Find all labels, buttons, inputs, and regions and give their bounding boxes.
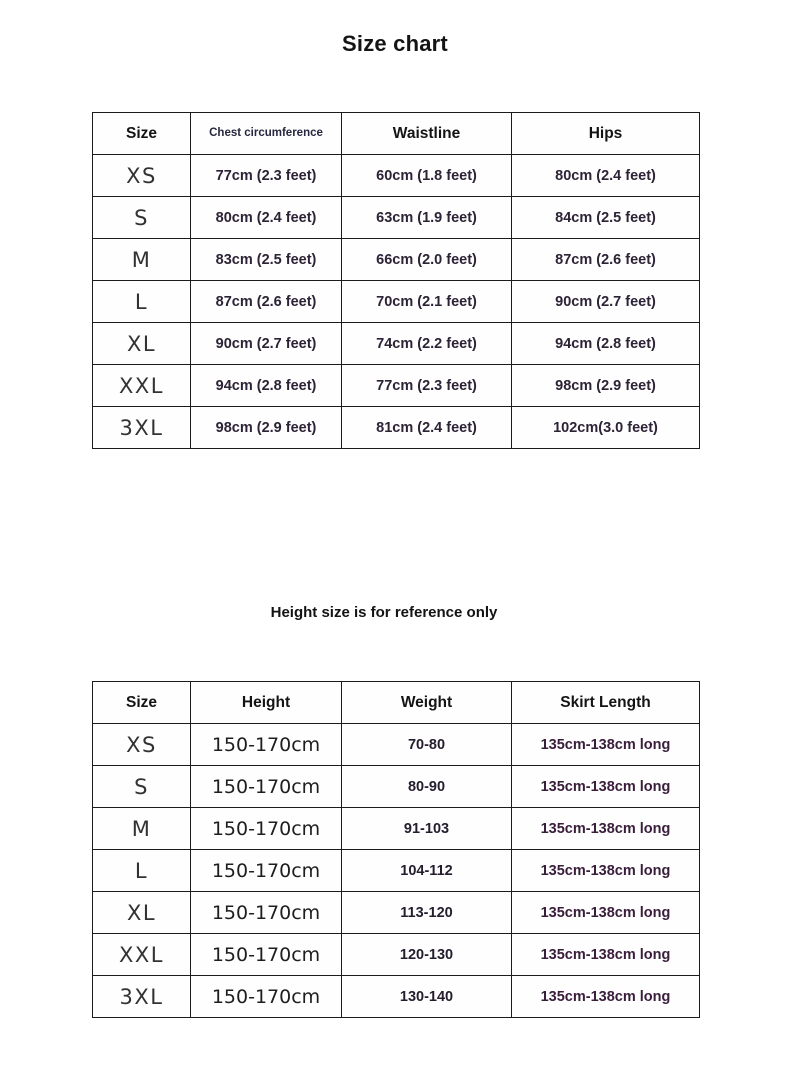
col-header-skirt-length: Skirt Length [512, 682, 700, 724]
table-row [93, 808, 700, 850]
col-header-hips: Hips [512, 113, 700, 155]
hips-value: 98cm (2.9 feet) [512, 365, 700, 407]
hips-value: 90cm (2.7 feet) [512, 281, 700, 323]
height-value: 150-170cm [191, 850, 342, 892]
col-header-weight: Weight [342, 682, 512, 724]
chest-value: 80cm (2.4 feet) [191, 197, 342, 239]
height-value: 150-170cm [191, 766, 342, 808]
table-row [93, 976, 700, 1018]
chest-value: 94cm (2.8 feet) [191, 365, 342, 407]
page-title: Size chart [342, 31, 448, 56]
hips-value: 80cm (2.4 feet) [512, 155, 700, 197]
skirt-length-value: 135cm-138cm long [512, 724, 700, 766]
size-label: XS [93, 724, 191, 766]
col-header-height: Height [191, 682, 342, 724]
size-label: L [93, 281, 191, 323]
table-row [93, 407, 700, 449]
hips-value: 102cm(3.0 feet) [512, 407, 700, 449]
size-label: 3XL [93, 976, 191, 1018]
height-value: 150-170cm [191, 724, 342, 766]
hips-value: 87cm (2.6 feet) [512, 239, 700, 281]
size-label: S [93, 766, 191, 808]
chest-value: 77cm (2.3 feet) [191, 155, 342, 197]
col-header-waist: Waistline [342, 113, 512, 155]
size-label: XL [93, 323, 191, 365]
waist-value: 66cm (2.0 feet) [342, 239, 512, 281]
weight-value: 120-130 [342, 934, 512, 976]
table-row [93, 892, 700, 934]
size-label: XXL [93, 934, 191, 976]
weight-value: 70-80 [342, 724, 512, 766]
waist-value: 81cm (2.4 feet) [342, 407, 512, 449]
size-label: L [93, 850, 191, 892]
skirt-length-value: 135cm-138cm long [512, 808, 700, 850]
waist-value: 77cm (2.3 feet) [342, 365, 512, 407]
col-header-chest: Chest circumference [191, 113, 342, 155]
weight-value: 130-140 [342, 976, 512, 1018]
height-value: 150-170cm [191, 808, 342, 850]
waist-value: 74cm (2.2 feet) [342, 323, 512, 365]
table-row [93, 281, 700, 323]
size-label: M [93, 239, 191, 281]
weight-value: 91-103 [342, 808, 512, 850]
hips-value: 94cm (2.8 feet) [512, 323, 700, 365]
height-header-row [93, 682, 700, 724]
waist-value: 60cm (1.8 feet) [342, 155, 512, 197]
size-label: S [93, 197, 191, 239]
col-header-size: Size [93, 682, 191, 724]
table-row [93, 155, 700, 197]
size-label: XS [93, 155, 191, 197]
col-header-size: Size [93, 113, 191, 155]
height-value: 150-170cm [191, 934, 342, 976]
waist-value: 63cm (1.9 feet) [342, 197, 512, 239]
waist-value: 70cm (2.1 feet) [342, 281, 512, 323]
chest-value: 98cm (2.9 feet) [191, 407, 342, 449]
skirt-length-value: 135cm-138cm long [512, 850, 700, 892]
skirt-length-value: 135cm-138cm long [512, 892, 700, 934]
size-label: XL [93, 892, 191, 934]
skirt-length-value: 135cm-138cm long [512, 934, 700, 976]
measurements-table [92, 112, 700, 449]
size-label: XXL [93, 365, 191, 407]
weight-value: 113-120 [342, 892, 512, 934]
table-row [93, 934, 700, 976]
skirt-length-value: 135cm-138cm long [512, 766, 700, 808]
weight-value: 80-90 [342, 766, 512, 808]
measurements-header-row [93, 113, 700, 155]
size-label: 3XL [93, 407, 191, 449]
table-row [93, 197, 700, 239]
weight-value: 104-112 [342, 850, 512, 892]
chest-value: 90cm (2.7 feet) [191, 323, 342, 365]
table-row [93, 323, 700, 365]
chest-value: 83cm (2.5 feet) [191, 239, 342, 281]
table-row [93, 365, 700, 407]
hips-value: 84cm (2.5 feet) [512, 197, 700, 239]
table-row [93, 850, 700, 892]
table-row [93, 239, 700, 281]
height-value: 150-170cm [191, 892, 342, 934]
chest-value: 87cm (2.6 feet) [191, 281, 342, 323]
skirt-length-value: 135cm-138cm long [512, 976, 700, 1018]
table-row [93, 766, 700, 808]
height-weight-table [92, 681, 700, 1018]
table-row [93, 724, 700, 766]
size-label: M [93, 808, 191, 850]
reference-note: Height size is for reference only [270, 604, 498, 621]
height-value: 150-170cm [191, 976, 342, 1018]
